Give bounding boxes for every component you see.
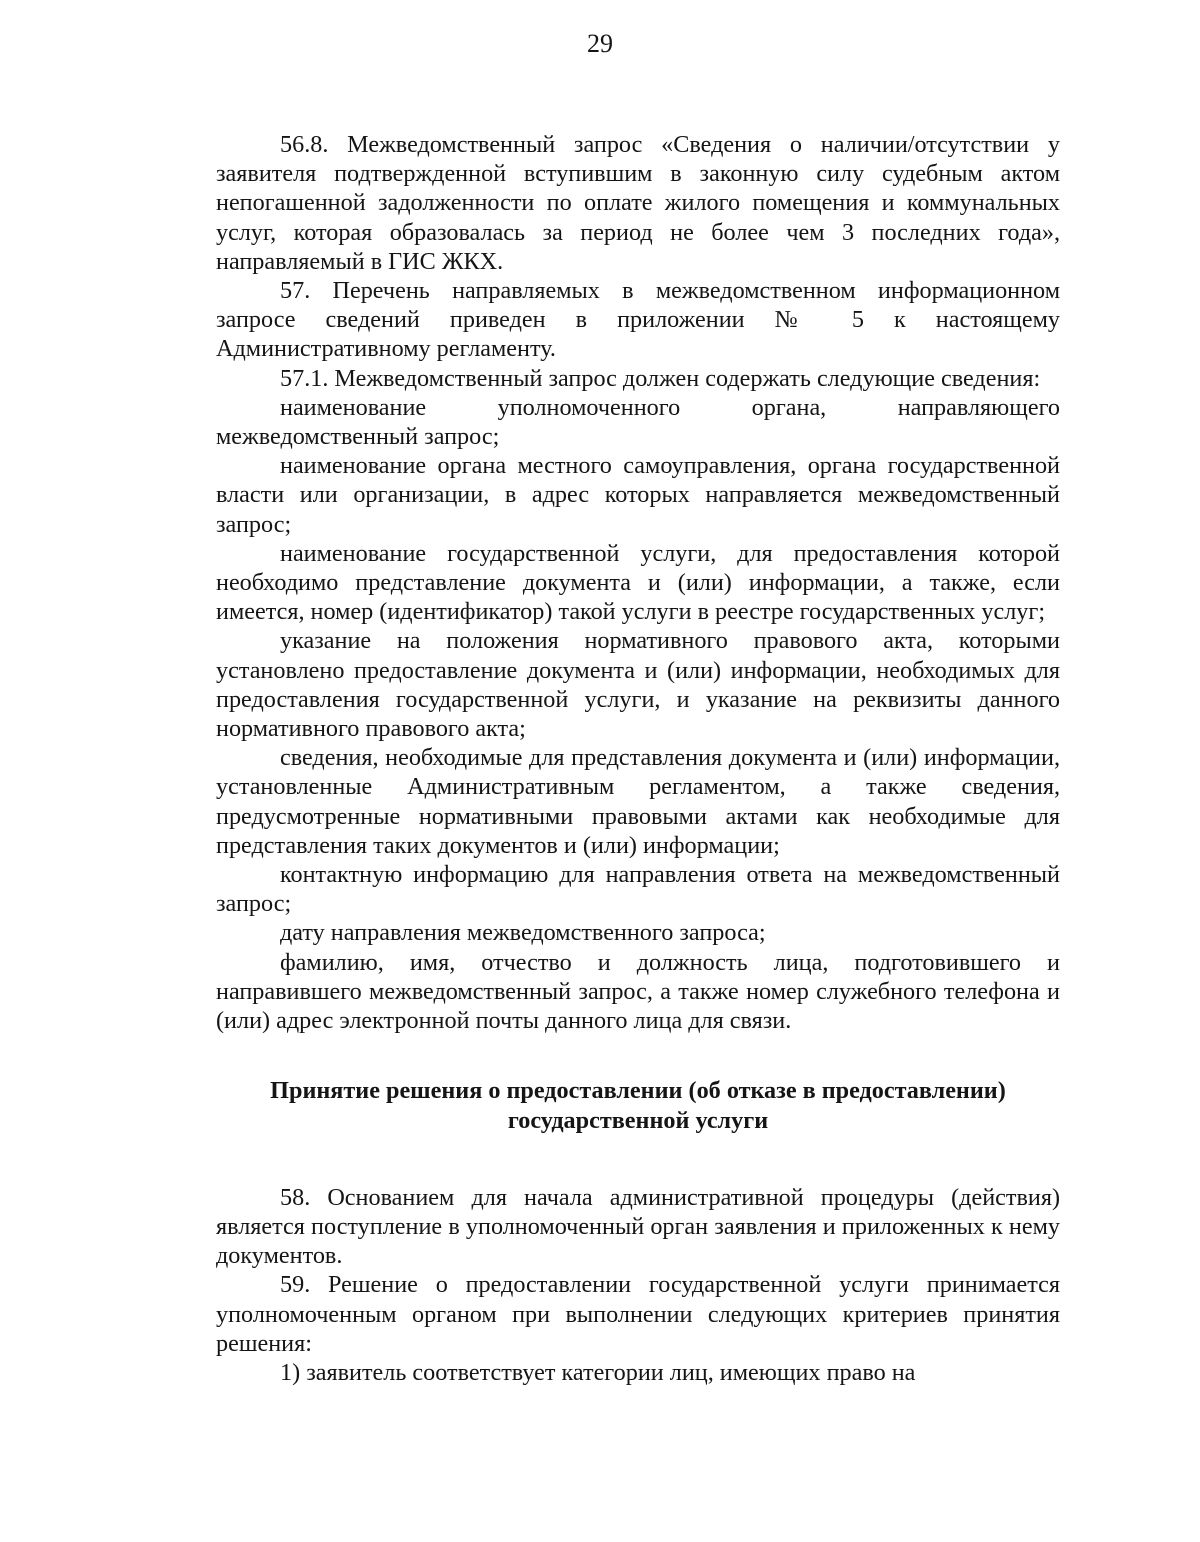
list-item-required-information: сведения, необходимые для представления документа и (или) информации, установленные Административным регламентом, а также сведения, предусмотренные нормативными правовыми актами как необходимые для представления таких документов и (или) информации; (216, 744, 1060, 859)
paragraph-56-8: 56.8. Межведомственный запрос «Сведения о наличии/отсутствии у заявителя подтвержденной вступившим в законную силу судебным актом непогашенной задолженности по оплате жилого помещения и коммунальных услуг, которая образовалась за период не более чем 3 последних года», направляемый в ГИС ЖКХ. (216, 131, 1060, 275)
list-item-authority-name: наименование уполномоченного органа, направляющего межведомственный запрос; (216, 393, 1060, 451)
list-item-criterion-1: 1) заявитель соответствует категории лиц, имеющих право на (280, 1358, 916, 1386)
list-item-service-name: наименование государственной услуги, для предоставления которой необходимо представление документа и (или) информации, а также, если имеется, номер (идентификатор) такой услуги в реестре государственных услуг; (216, 539, 1060, 626)
paragraph-58: 58. Основанием для начала административной процедуры (действия) является поступление в уполномоченный орган заявления и приложенных к нему документов. (216, 1183, 1060, 1270)
list-item-legal-act-reference: указание на положения нормативного правового акта, которыми установлено предоставление документа и (или) информации, необходимых для предоставления государственной услуги, и указание на реквизиты данного нормативного правового акта; (216, 627, 1060, 743)
list-item-recipient-name: наименование органа местного самоуправления, органа государственной власти или организации, в адрес которых направляется межведомственный запрос; (216, 452, 1060, 538)
paragraph-57-1: 57.1. Межведомственный запрос должен содержать следующие сведения: (280, 364, 1041, 392)
list-item-contact-information: контактную информацию для направления ответа на межведомственный запрос; (216, 861, 1060, 918)
list-item-responsible-person: фамилию, имя, отчество и должность лица, подготовившего и направившего межведомственный запрос, а также номер служебного телефона и (или) адрес электронной почты данного лица для связи. (216, 948, 1060, 1035)
section-heading (216, 1076, 1060, 1134)
section-heading-line-1: Принятие решения о предоставлении (об отказе в предоставлении) (270, 1077, 1006, 1105)
section-heading-line-2: государственной услуги (507, 1106, 769, 1134)
paragraph-59: 59. Решение о предоставлении государственной услуги принимается уполномоченным органом при выполнении следующих критериев принятия решения: (216, 1271, 1060, 1357)
paragraph-57: 57. Перечень направляемых в межведомственном информационном запросе сведений приведен в приложении № 5 к настоящему Административному регламенту. (216, 277, 1060, 363)
page-number: 29 (587, 29, 613, 58)
document-body (216, 130, 1060, 1387)
list-item-request-date: дату направления межведомственного запроса; (280, 919, 766, 947)
